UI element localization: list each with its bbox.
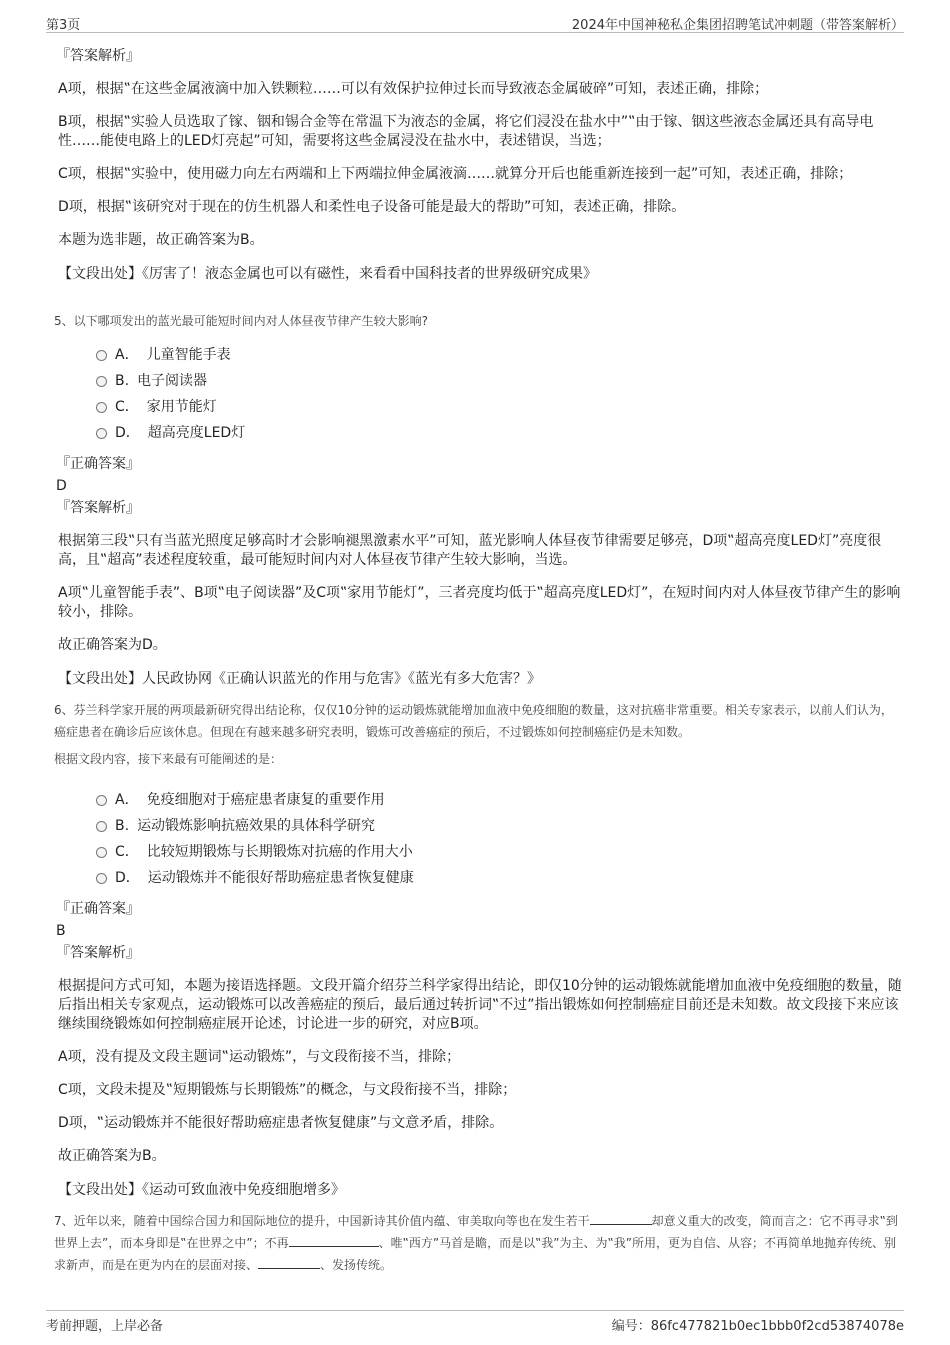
q5-analysis-1: 根据第三段‟只有当蓝光照度足够高时才会影响褪黑激素水平”可知，蓝光影响人体昼夜节律需要足够亮，D项‟超高亮度LED灯”亮度很高，且‟超高”表述程度较重，最可能短时间内对人体昼夜节律产生较大影响，当选。 — [58, 533, 882, 568]
q4-analysis-a: A项，根据‟在这些金属液滴中加入铁颗粒……可以有效保护拉伸过长而导致液态金属破碎”可知，表述正确，排除； — [58, 81, 769, 97]
q6-analysis-d: D项，‟运动锻炼并不能很好帮助癌症患者恢复健康”与文意矛盾，排除。 — [58, 1115, 504, 1131]
q5-answer-label: 『正确答案』 — [56, 456, 140, 472]
q4-analysis-label: 『答案解析』 — [56, 48, 140, 64]
q5-analysis-2: A项‟儿童智能手表”、B项‟电子阅读器”及C项‟家用节能灯”，三者亮度均低于‟超高亮度LED灯”，在短时间内对人体昼夜节律产生的影响较小，排除。 — [58, 585, 901, 620]
q6-answer: B — [56, 923, 66, 939]
q4-analysis-d: D项，根据‟该研究对于现在的仿生机器人和柔性电子设备可能是最大的帮助”可知，表述正确，排除。 — [58, 199, 686, 215]
footer-slogan: 考前押题，上岸必备 — [46, 1319, 164, 1334]
document-body — [56, 44, 904, 1276]
radio-icon[interactable] — [96, 376, 107, 387]
radio-icon[interactable] — [96, 350, 107, 361]
q6-option-d[interactable]: D． 运动锻炼并不能很好帮助癌症患者恢复健康 — [96, 865, 904, 891]
q5-answer: D — [56, 478, 67, 494]
q6-prompt: 根据文段内容，接下来最有可能阐述的是： — [54, 752, 283, 766]
document-title: 2024年中国神秘私企集团招聘笔试冲刺题（带答案解析） — [571, 18, 904, 33]
q5-option-a[interactable]: A． 儿童智能手表 — [96, 342, 904, 368]
q6-conclusion: 故正确答案为B。 — [58, 1148, 166, 1164]
q6-answer-label: 『正确答案』 — [56, 901, 140, 917]
radio-icon[interactable] — [96, 795, 107, 806]
q5-options — [96, 342, 904, 446]
q6-analysis-a: A项，没有提及文段主题词‟运动锻炼”，与文段衔接不当，排除； — [58, 1049, 461, 1065]
q4-conclusion: 本题为选非题，故正确答案为B。 — [58, 232, 264, 248]
page-header — [46, 10, 904, 33]
q5-option-d[interactable]: D． 超高亮度LED灯 — [96, 420, 904, 446]
q5-analysis-label: 『答案解析』 — [56, 500, 140, 516]
radio-icon[interactable] — [96, 847, 107, 858]
q5-option-b[interactable]: B. 电子阅读器 — [96, 368, 904, 394]
q6-option-b[interactable]: B. 运动锻炼影响抗癌效果的具体科学研究 — [96, 813, 904, 839]
q6-analysis-label: 『答案解析』 — [56, 945, 140, 961]
blank-1 — [590, 1212, 652, 1225]
q6-analysis-c: C项，文段未提及‟短期锻炼与长期锻炼”的概念，与文段衔接不当，排除； — [58, 1082, 517, 1098]
q4-analysis-b: B项，根据‟实验人员选取了镓、铟和锡合金等在常温下为液态的金属，将它们浸没在盐水中”‟由于镓、铟这些液态金属还具有高导电性……能使电路上的LED灯亮起”可知，需要将这些金属浸没在盐水中，表述错误，当选； — [58, 114, 874, 149]
radio-icon[interactable] — [96, 428, 107, 439]
blank-2 — [289, 1234, 379, 1247]
q5-conclusion: 故正确答案为D。 — [58, 637, 167, 653]
page-footer — [46, 1310, 904, 1333]
q4-source: 【文段出处】《厉害了！液态金属也可以有磁性，来看看中国科技者的世界级研究成果》 — [58, 266, 597, 282]
blank-3 — [258, 1256, 320, 1269]
radio-icon[interactable] — [96, 821, 107, 832]
q4-analysis-c: C项，根据‟实验中，使用磁力向左右两端和上下两端拉伸金属液滴……就算分开后也能重新连接到一起”可知，表述正确，排除； — [58, 166, 853, 182]
q5-source: 【文段出处】人民政协网《正确认识蓝光的作用与危害》《蓝光有多大危害？》 — [58, 671, 541, 687]
page-number: 第3页 — [46, 18, 81, 33]
q6-option-c[interactable]: C． 比较短期锻炼与长期锻炼对抗癌的作用大小 — [96, 839, 904, 865]
radio-icon[interactable] — [96, 402, 107, 413]
document-id: 编号：86fc477821b0ec1bbb0f2cd53874078e — [611, 1319, 904, 1334]
q6-option-a[interactable]: A． 免疫细胞对于癌症患者康复的重要作用 — [96, 787, 904, 813]
q6-source: 【文段出处】《运动可致血液中免疫细胞增多》 — [58, 1182, 345, 1198]
q7-question: 7、近年以来，随着中国综合国力和国际地位的提升，中国新诗其价值内蕴、审美取向等也在发生若干 却意义重大的改变，简而言之：它不再寻求‟到世界上去”，而本身即是‟在世界之中”；不再 、唯‟西方”马首是瞻，而是以‟我”为主、为‟我”所用，更为自信、从容；不再简单地抛弃传统、别求新声，而是在更为内在的层面对接、 、发扬传统。 — [54, 1214, 898, 1272]
radio-icon[interactable] — [96, 873, 107, 884]
q5-option-c[interactable]: C． 家用节能灯 — [96, 394, 904, 420]
q6-options — [96, 787, 904, 891]
q5-question: 5、以下哪项发出的蓝光最可能短时间内对人体昼夜节律产生较大影响? — [54, 314, 429, 328]
q6-analysis-1: 根据提问方式可知，本题为接语选择题。文段开篇介绍芬兰科学家得出结论，即仅10分钟的运动锻炼就能增加血液中免疫细胞的数量，随后指出相关专家观点，运动锻炼可以改善癌症的预后，最后通过转折词‟不过”指出锻炼如何控制癌症目前还是未知数。故文段接下来应该继续围绕锻炼如何控制癌症展开论述，讨论进一步的研究，对应B项。 — [58, 978, 902, 1032]
q6-question: 6、芬兰科学家开展的两项最新研究得出结论称，仅仅10分钟的运动锻炼就能增加血液中免疫细胞的数量，这对抗癌非常重要。相关专家表示，以前人们认为，癌症患者在确诊后应该休息。但现在有越来越多研究表明，锻炼可改善癌症的预后，不过锻炼如何控制癌症仍是未知数。 — [54, 703, 893, 739]
